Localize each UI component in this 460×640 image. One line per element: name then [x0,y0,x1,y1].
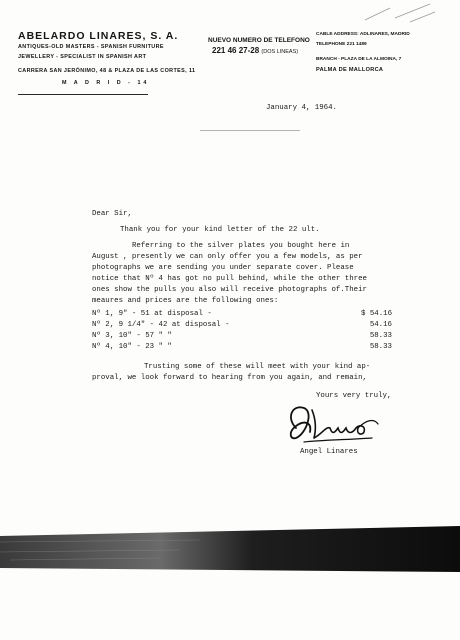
company-tagline-2: JEWELLERY - SPECIALIST IN SPANISH ART [18,54,147,60]
item-row [92,332,392,343]
letter-date: January 4, 1964. [266,104,337,112]
paragraph-2-line: meaures and prices are the following ones: [92,297,279,305]
company-name: ABELARDO LINARES, S. A. [18,30,179,42]
paragraph-2-line: ones show the pulls you also will receive photographs of.Their [92,286,367,294]
paragraph-3-line: proval, we look forward to hearing from you again, and remain, [92,374,367,382]
phone-label: NUEVO NUMERO DE TELEFONO [208,37,310,44]
item-price: 58.33 [369,332,392,340]
paragraph-1: Thank you for your kind letter of the 22 ult. [120,226,320,234]
company-tagline-1: ANTIQUES-OLD MASTERS - SPANISH FURNITURE [18,44,164,50]
scan-shadow-band [0,522,460,574]
item-row [92,310,392,321]
item-description: Nº 1, 9" - 51 at disposal - [92,310,212,318]
paragraph-2-line: notice that Nº 4 has got no pull behind, while the other three [92,275,367,283]
item-row [92,321,392,332]
cable-address: CABLE ADDRESS: ADLINARES, MADRID [316,32,410,37]
paragraph-2-line: photographs we are sending you under separate cover. Please [92,264,354,272]
branch-address: BRANCH - PLAZA DE LA ALMOINA, 7 [316,57,402,62]
item-description: Nº 4, 10" - 23 " " [92,343,172,351]
phone-number-value: 221 46 27-28 [212,46,260,55]
paragraph-3-line: Trusting some of these will meet with your kind ap- [144,363,371,371]
item-price: 58.33 [369,343,392,351]
item-row [92,343,392,354]
header-rule-mid [200,130,300,131]
corner-scribble [360,0,440,24]
handwritten-signature [282,398,382,446]
header-rule-left [18,94,148,95]
paragraph-2-line: Referring to the silver plates you bought here in [132,242,350,250]
item-description: Nº 2, 9 1/4" - 42 at disposal - [92,321,230,329]
signer-name: Angel Linares [300,448,358,456]
closing: Yours very truly, [316,392,392,400]
phone-number [212,46,298,55]
company-address: CARRERA SAN JERÓNIMO, 48 & PLAZA DE LAS CORTES, 11 [18,68,196,74]
item-price: $ 54.16 [360,310,392,318]
company-city: M A D R I D - 14 [62,80,150,86]
paragraph-2-line: August , presently we can only offer you a few models, as per [92,253,363,261]
salutation: Dear Sir, [92,210,132,218]
branch-city: PALMA DE MALLORCA [316,67,384,73]
item-price: 54.16 [369,321,392,329]
telephone: TELEPHONE 221 1489 [316,42,367,47]
item-description: Nº 3, 10" - 57 " " [92,332,172,340]
phone-lines-note: (DOS LINEAS) [261,49,299,55]
